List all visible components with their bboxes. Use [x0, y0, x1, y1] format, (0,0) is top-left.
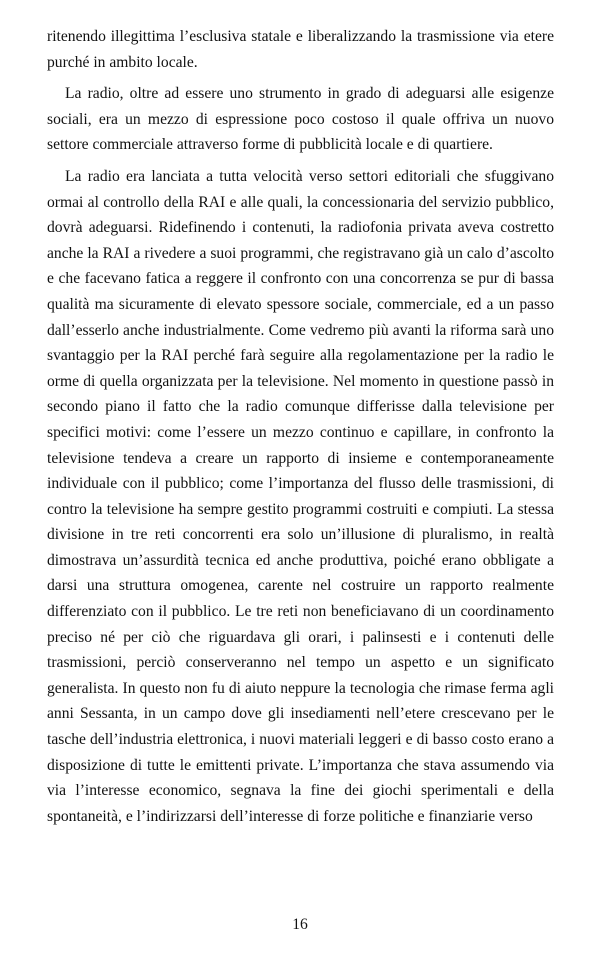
page-number: 16 [292, 916, 308, 933]
body-text [47, 24, 554, 835]
paragraph: La radio era lanciata a tutta velocità verso settori editoriali che sfuggivano ormai al controllo della RAI e alle quali, la concessionaria del servizio pubblico, dovrà adeguarsi. Ridefinendo i contenuti, la radiofonia privata aveva costretto anche la RAI a rivedere a suoi programmi, che registravano già un calo d’ascolto e che facevano fatica a reggere il confronto con una concorrenza se pur di bassa qualità ma sicuramente di elevato spessore sociale, commerciale, ed a un passo dall’esserlo anche industrialmente. Come vedremo più avanti la riforma sarà uno svantaggio per la RAI perché farà seguire alla regolamentazione per la radio le orme di quella organizzata per la televisione. Nel momento in questione passò in secondo piano il fatto che la radio comunque differisse dalla televisione per specifici motivi: come l’essere un mezzo continuo e capillare, in confronto la televisione tendeva a creare un rapporto di insieme e contemporaneamente individuale con il pubblico; come l’importanza del flusso delle trasmissioni, di contro la televisione ha sempre gestito programmi costruiti e compiuti. La stessa divisione in tre reti concorrenti era solo un’illusione di pluralismo, in realtà dimostrava un’assurdità tecnica ed anche produttiva, poiché erano obbligate a darsi una struttura omogenea, carente nel costruire un rapporto realmente differenziato con il pubblico. Le tre reti non beneficiavano di un coordinamento preciso né per ciò che riguardava gli orari, i palinsesti e i contenuti delle trasmissioni, perciò conserveranno nel tempo un aspetto e un significato generalista. In questo non fu di aiuto neppure la tecnologia che rimase ferma agli anni Sessanta, in un campo dove gli insediamenti nell’etere crescevano per le tasche dell’industria elettronica, i nuovi materiali leggeri e di basso costo erano a disposizione di tutte le emittenti private. L’importanza che stava assumendo via via l’interesse economico, segnava la fine dei giochi sperimentali e della spontaneità, e l’indirizzarsi dell’interesse di forze politiche e finanziarie verso [47, 167, 554, 825]
paragraph: La radio, oltre ad essere uno strumento in grado di adeguarsi alle esigenze sociali, era un mezzo di espressione poco costoso il quale offriva un nuovo settore commerciale attraverso forme di pubblicità locale e di quartiere. [47, 85, 554, 154]
paragraph-continuation: ritenendo illegittima l’esclusiva statale e liberalizzando la trasmissione via etere purché in ambito locale. [47, 28, 554, 71]
